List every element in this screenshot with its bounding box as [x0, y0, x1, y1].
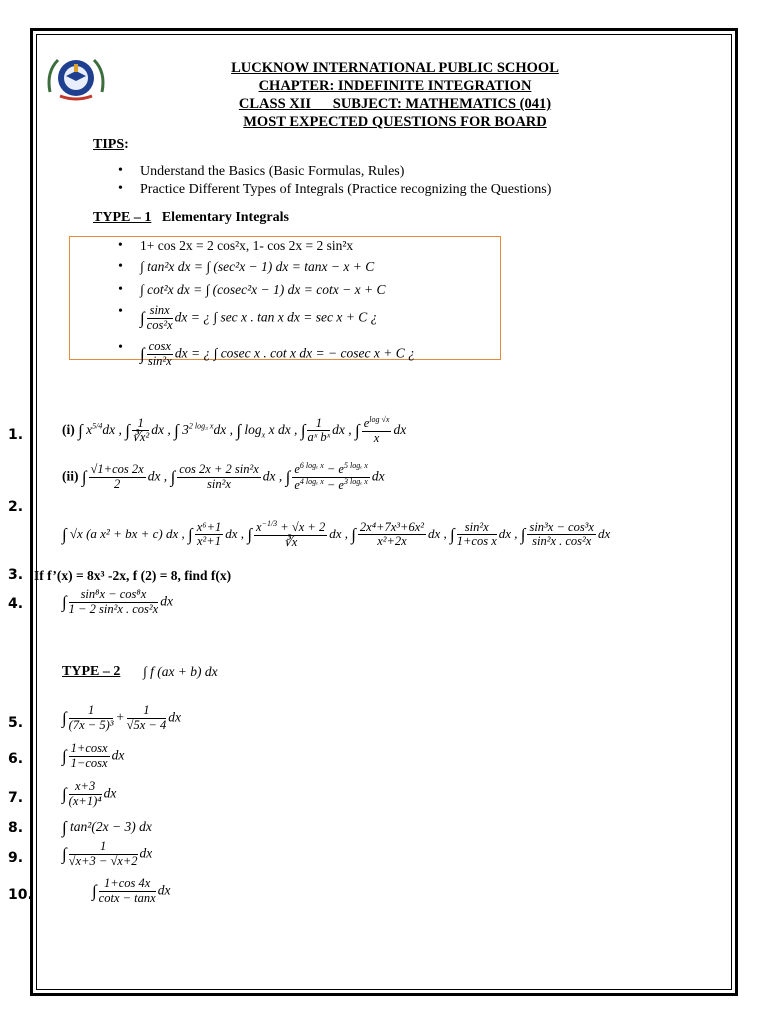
- question-number: 5.: [8, 715, 24, 731]
- type2-formula: ∫ f (ax + b) dx: [143, 664, 218, 679]
- formula-line: • ∫ $\frac{\sin x}{\text{cos²x}}$ dx = ¿ ∫ sec x . tan x dx = sec x + C ¿: [140, 304, 377, 333]
- question-4: ∫ $\frac{\text{sin⁸x − cos⁸x}}{\text{1 − 2 sin²x . cos²x}}$ dx: [62, 587, 173, 616]
- question-7: ∫ $\frac{x+3}{\text{(x+1)⁴}}$ dx: [62, 779, 117, 808]
- question-9: ∫ $\frac{1}{√x+3 - √x+2}$ dx: [62, 839, 153, 868]
- class-subject: CLASS XII SUBJECT: MATHEMATICS (041): [238, 96, 552, 112]
- formula-line: • ∫ tan²x dx = ∫ (sec²x − 1) dx = tanx − x + C: [140, 259, 374, 275]
- formula-line: • 1+ cos 2x = 2 cos²x, 1- cos 2x = 2 sin²x: [140, 238, 353, 254]
- type1-heading: TYPE – 1 Elementary Integrals: [93, 210, 289, 225]
- tips-heading: TIPS:: [93, 137, 129, 152]
- question-number: 7.: [8, 790, 24, 806]
- question-6: ∫ $\frac{1+\cos x}{1-\cos x}$ dx: [62, 741, 125, 770]
- formula-line: • ∫ $\frac{\cos x}{\text{sin²x}}$ dx = ¿ ∫ cosec x . cot x dx = − cosec x + C ¿: [140, 340, 415, 369]
- question-number: 6.: [8, 751, 24, 767]
- tip-item: • Practice Different Types of Integrals (Practice recognizing the Questions): [140, 182, 551, 198]
- question-number: 9.: [8, 850, 24, 866]
- question-10: ∫ $\frac{1+\cos 4x}{\cot x - \tan x}$ dx: [92, 876, 171, 905]
- school-name: LUCKNOW INTERNATIONAL PUBLIC SCHOOL: [231, 60, 559, 76]
- chapter-title: CHAPTER: INDEFINITE INTEGRATION: [258, 78, 532, 94]
- question-number: 8.: [8, 820, 24, 836]
- question-number: 1.: [8, 427, 24, 443]
- tip-item: • Understand the Basics (Basic Formulas, Rules): [140, 164, 404, 180]
- type2-heading: TYPE – 2: [62, 664, 121, 679]
- question-8: ∫ tan²(2x − 3) dx: [62, 818, 152, 837]
- question-1-i: (i) ∫ $x^{5/4}dx$ , ∫ $\frac{1}{\text{∛x²}}$ dx , ∫ $3^{2 log_3 x}dx$ , ∫ $\log_x x$ dx , ∫ $\frac{1}{\text{aˣ bˣ}}$ dx , ∫ $\frac{e^{log √x}}{x}$ dx: [62, 415, 407, 445]
- question-number: 2.: [8, 499, 24, 515]
- school-logo-icon: [44, 52, 108, 104]
- question-1-ii: (ii) ∫ $\frac{√1+\cos 2x}{2}$ dx , ∫ $\frac{\text{cos 2x + 2 sin²x}}{\text{sin²x}}$ dx , ∫ $\frac{e^{6 log_e x} - e^{5 log_e x}}{e^{4 log_e x} - e^{3 log_e x}}$ dx: [62, 461, 385, 493]
- question-2: ∫ √x (a x² + bx + c) dx , ∫ $\frac{\text{x⁶+1}}{\text{x²+1}}$ dx , ∫ $\frac{x^{-1/3} + √x + 2}{∛x}$ dx , ∫ $\frac{\text{2x⁴+7x³+6x²}}{\text{x²+2x}}$ dx , ∫ $\frac{\text{sin²x}}{\text{1+cos x}}$ dx , ∫ $\frac{\text{sin³x − cos³x}}{\text{sin²x . cos²x}}$ dx: [62, 519, 611, 549]
- document-title: MOST EXPECTED QUESTIONS FOR BOARD: [243, 114, 547, 130]
- formula-line: • ∫ cot²x dx = ∫ (cosec²x − 1) dx = cotx − x + C: [140, 282, 385, 298]
- question-3-text: If f’(x) = 8x³ -2x, f (2) = 8, find f(x): [34, 568, 232, 583]
- question-number: 3.: [8, 567, 24, 583]
- question-5: ∫ $\frac{1}{\text{(7x − 5)³}}$ + $\frac{1}{√5x - 4}$ dx: [62, 703, 181, 732]
- question-number: 4.: [8, 596, 24, 612]
- question-number: 10.: [8, 887, 33, 903]
